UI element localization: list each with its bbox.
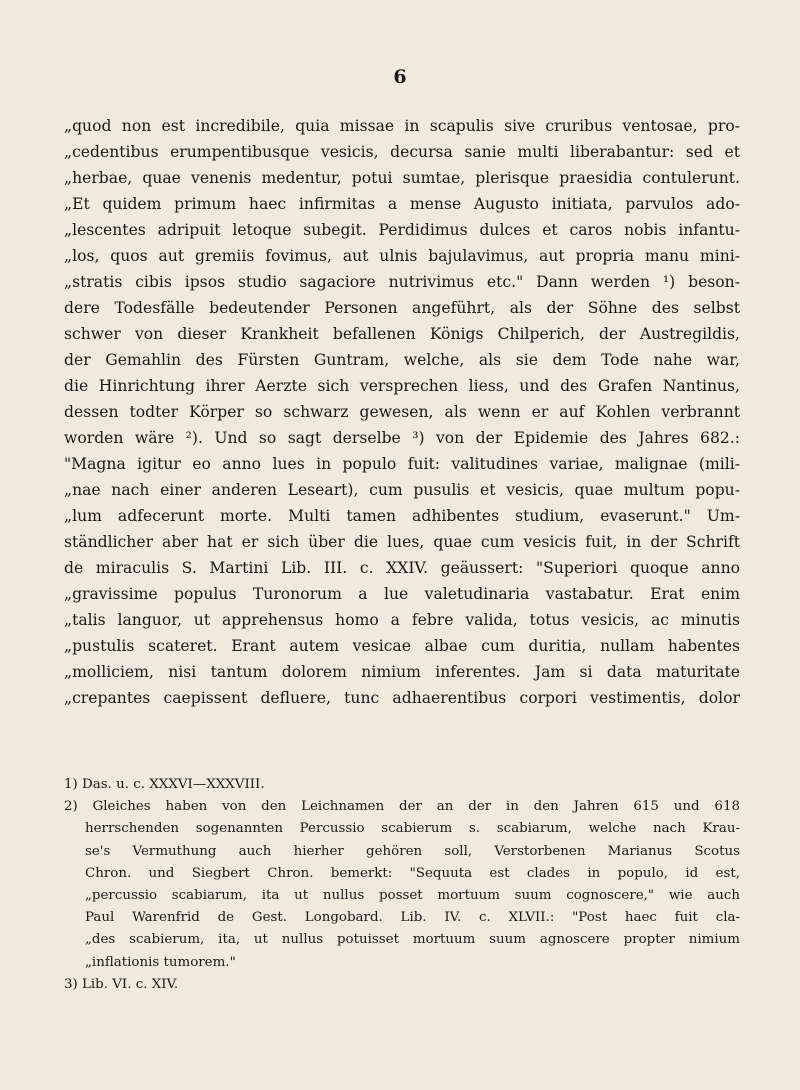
body-line: „cedentibus erumpentibusque vesicis, decursa sanie multi liberabantur: sed et xyxy=(64,143,740,161)
body-line: die Hinrichtung ihrer Aerzte sich versprechen liess, und des Grafen Nantinus, xyxy=(64,377,740,395)
body-line: „pustulis scateret. Erant autem vesicae albae cum duritia, nullam habentes xyxy=(64,637,740,655)
body-line: „lum adfecerunt morte. Multi tamen adhibentes studium, evaserunt." Um- xyxy=(64,507,740,525)
body-line: „quod non est incredibile, quia missae in scapulis sive cruribus ventosae, pro- xyxy=(64,117,740,135)
body-line: dere Todesfälle bedeutender Personen angeführt, als der Söhne des selbst xyxy=(64,299,740,317)
body-line: „talis languor, ut apprehensus homo a febre valida, totus vesicis, ac minutis xyxy=(64,611,740,629)
footnote-line: „percussio scabiarum, ita ut nullus posset mortuum suum cognoscere," wie auch xyxy=(85,887,740,903)
body-line: „los, quos aut gremiis fovimus, aut ulnis bajulavimus, aut propria manu mini- xyxy=(64,247,740,265)
body-line: schwer von dieser Krankheit befallenen Königs Chilperich, der Austregildis, xyxy=(64,325,740,343)
footnote-1: 1) Das. u. c. XXXVI—XXXVIII. xyxy=(64,777,265,792)
body-line: „nae nach einer anderen Leseart), cum pusulis et vesicis, quae multum popu- xyxy=(64,481,740,499)
footnote-line: „inflationis tumorem." xyxy=(85,954,236,970)
body-line: „herbae, quae venenis medentur, potui sumtae, plerisque praesidia contulerunt. xyxy=(64,169,740,187)
footnote-line: Paul Warenfrid de Gest. Longobard. Lib. IV. c. XLVII.: "Post haec fuit cla- xyxy=(85,910,740,926)
body-line: ständlicher aber hat er sich über die lues, quae cum vesicis fuit, in der Schrift xyxy=(64,533,740,551)
body-line: „Et quidem primum haec infirmitas a mense Augusto initiata, parvulos ado- xyxy=(64,195,740,213)
body-line: „stratis cibis ipsos studio sagaciore nutrivimus etc." Dann werden ¹) beson- xyxy=(64,273,740,291)
body-line: „gravissime populus Turonorum a lue valetudinaria vastabatur. Erat enim xyxy=(64,585,740,603)
footnote-line: Chron. und Siegbert Chron. bemerkt: "Sequuta est clades in populo, id est, xyxy=(85,865,740,881)
footnote-3: 3) Lib. VI. c. XIV. xyxy=(64,976,179,992)
body-line: worden wäre ²). Und so sagt derselbe ³) von der Epidemie des Jahres 682.: xyxy=(64,429,740,447)
body-line: der Gemahlin des Fürsten Guntram, welche, als sie dem Tode nahe war, xyxy=(64,351,740,369)
body-line: „crepantes caepissent defluere, tunc adhaerentibus corpori vestimentis, dolor xyxy=(64,689,740,707)
body-line: „lescentes adripuit letoque subegit. Perdidimus dulces et caros nobis infantu- xyxy=(64,221,740,239)
footnote-line: herrschenden sogenannten Percussio scabierum s. scabiarum, welche nach Krau- xyxy=(85,821,740,837)
footnotes xyxy=(64,774,740,996)
body-line: de miraculis S. Martini Lib. III. c. XXIV. geäussert: "Superiori quoque anno xyxy=(64,559,740,577)
body-line: „molliciem, nisi tantum dolorem nimium inferentes. Jam si data maturitate xyxy=(64,663,740,681)
footnote-line: se's Vermuthung auch hierher gehören soll, Verstorbenen Marianus Scotus xyxy=(85,843,740,859)
footnote-line: „des scabierum, ita, ut nullus potuisset mortuum suum agnoscere propter nimium xyxy=(85,932,740,948)
page-number: 6 xyxy=(393,66,407,88)
body-line: dessen todter Körper so schwarz gewesen, als wenn er auf Kohlen verbrannt xyxy=(64,403,740,421)
footnote-2: 2) Gleiches haben von den Leichnamen der an der in den Jahren 615 und 618 xyxy=(64,799,740,815)
body-line: "Magna igitur eo anno lues in populo fuit: valitudines variae, malignae (mili- xyxy=(64,455,740,473)
body-text xyxy=(64,113,740,711)
